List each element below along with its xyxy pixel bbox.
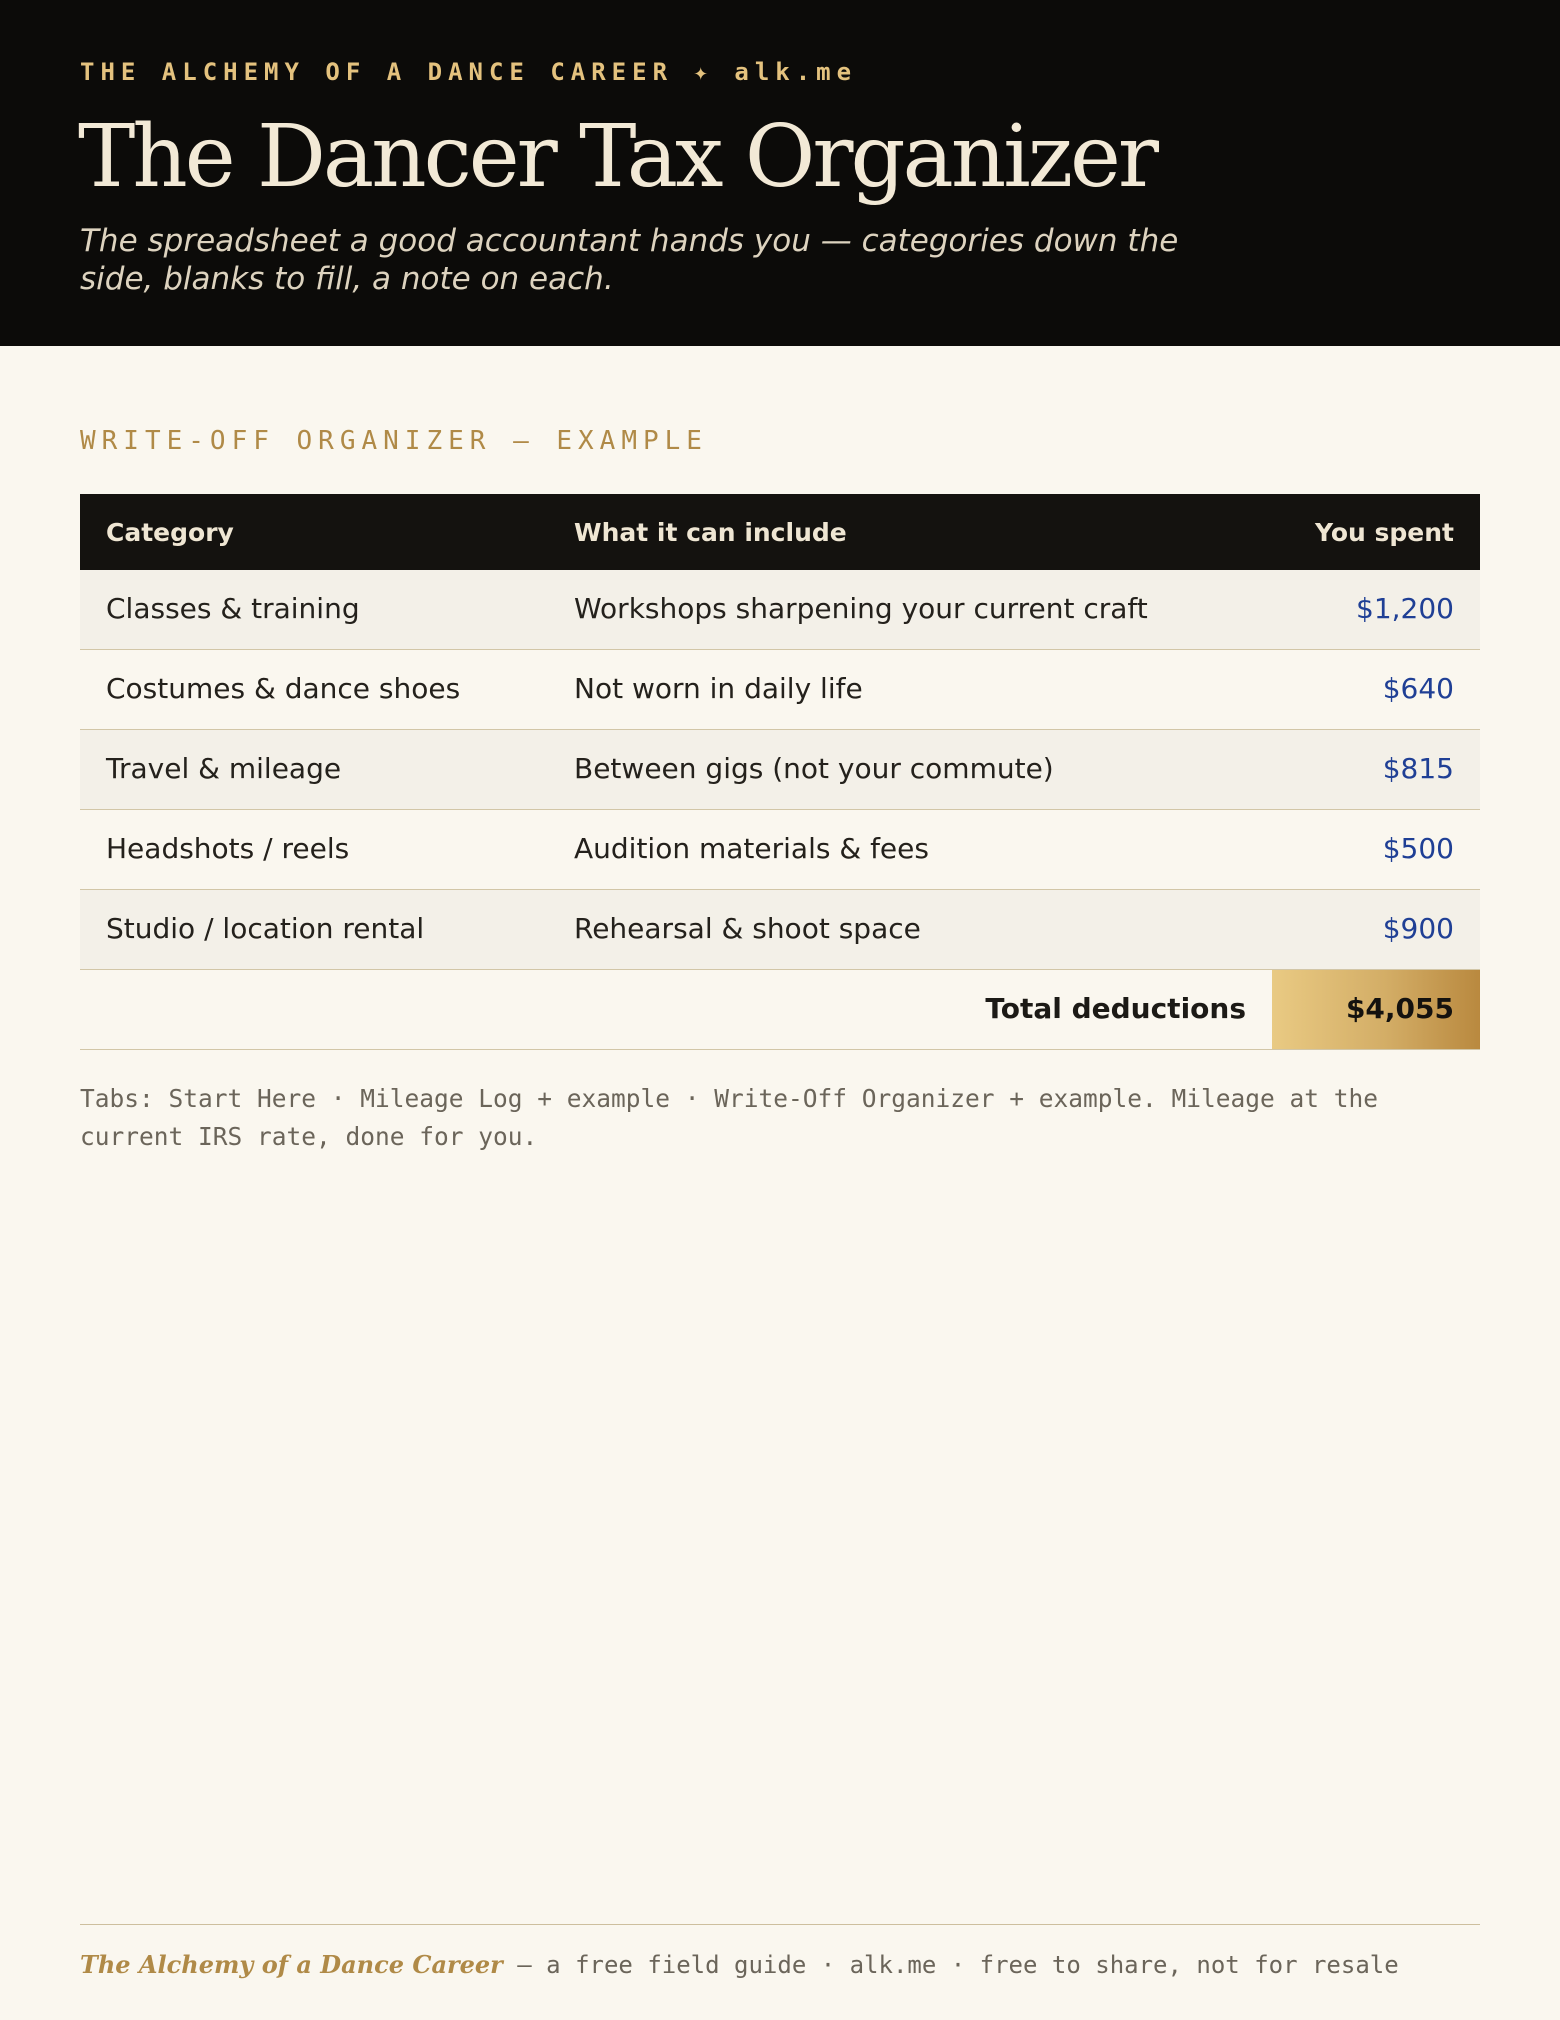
series-kicker: THE ALCHEMY OF A DANCE CAREER ✦ alk.me [80, 58, 858, 86]
write-off-table [80, 494, 1480, 1050]
cell-category: Headshots / reels [106, 832, 350, 865]
cell-spent: $1,200 [1356, 592, 1454, 625]
page-title: The Dancer Tax Organizer [78, 107, 1157, 207]
footer-text: — a free field guide · alk.me · free to share, not for resale [502, 1951, 1399, 1979]
cell-category: Classes & training [106, 592, 360, 625]
column-header-spent: You spent [1315, 518, 1454, 547]
footer-brand: The Alchemy of a Dance Career [80, 1950, 503, 1979]
section-label: WRITE-OFF ORGANIZER — EXAMPLE [80, 426, 708, 456]
table-row [80, 810, 1480, 890]
cell-includes: Rehearsal & shoot space [574, 912, 921, 945]
column-header-includes: What it can include [574, 518, 847, 547]
cell-includes: Not worn in daily life [574, 672, 863, 705]
column-header-category: Category [106, 518, 234, 547]
footer-divider [80, 1924, 1480, 1925]
cell-includes: Audition materials & fees [574, 832, 929, 865]
footer [80, 1950, 1399, 1979]
cell-includes: Between gigs (not your commute) [574, 752, 1054, 785]
table-row [80, 890, 1480, 970]
cell-spent: $640 [1382, 672, 1454, 705]
cell-spent: $500 [1382, 832, 1454, 865]
cell-category: Costumes & dance shoes [106, 672, 461, 705]
tabs-note: Tabs: Start Here · Mileage Log + example · Write-Off Organizer + example. Mileage at the current IRS rate, done for you. [80, 1084, 1379, 1151]
total-value-cell [1272, 970, 1480, 1049]
total-value: $4,055 [1345, 992, 1454, 1025]
table-row [80, 570, 1480, 650]
table-row [80, 730, 1480, 810]
header-banner [0, 0, 1560, 346]
page-subtitle: The spreadsheet a good accountant hands you — categories down the side, blanks to fill, a note on each. [80, 223, 1179, 297]
cell-category: Studio / location rental [106, 912, 425, 945]
table-row [80, 650, 1480, 730]
cell-includes: Workshops sharpening your current craft [574, 592, 1148, 625]
cell-spent: $815 [1382, 752, 1454, 785]
total-row [80, 970, 1480, 1050]
cell-category: Travel & mileage [106, 752, 342, 785]
cell-spent: $900 [1382, 912, 1454, 945]
total-label: Total deductions [985, 992, 1246, 1025]
table-header [80, 494, 1480, 570]
